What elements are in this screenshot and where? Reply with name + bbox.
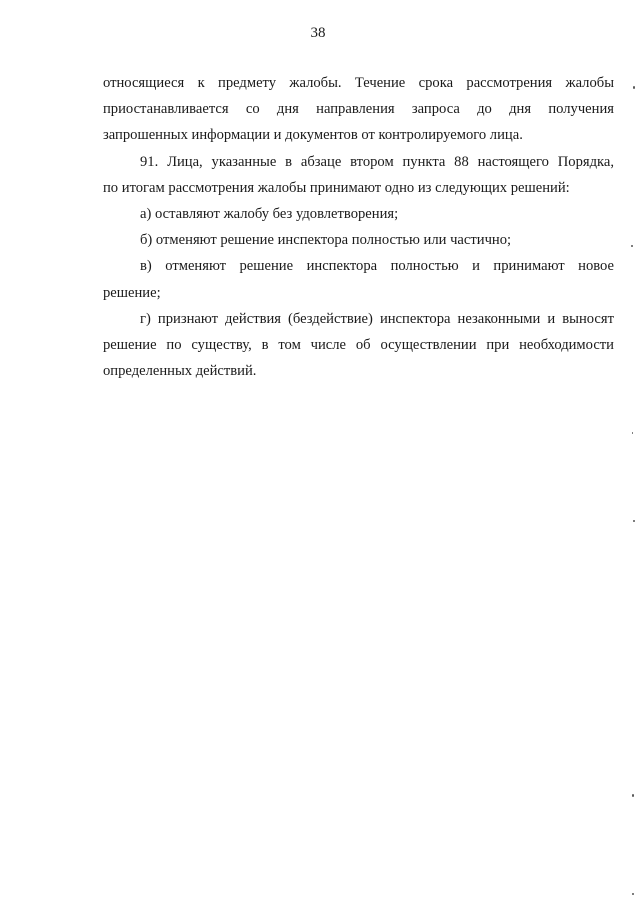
paragraph-option-a <box>103 201 614 227</box>
text-line: по итогам рассмотрения жалобы принимают одно из следующих решений: <box>103 179 570 196</box>
text-line: определенных действий. <box>103 363 257 380</box>
scan-speck <box>633 520 635 522</box>
text-line: относящиеся к предмету жалобы. Течение срока рассмотрения жалобы <box>103 75 614 91</box>
paragraph-item-91 <box>103 149 614 201</box>
text-line: запрошенных информации и документов от контролируемого лица. <box>103 127 523 144</box>
document-body <box>103 70 614 384</box>
text-line: приостанавливается со дня направления запроса до дня получения <box>103 101 614 118</box>
page-number: 38 <box>310 25 326 41</box>
paragraph-option-b <box>103 227 614 253</box>
text-line: в) отменяют решение инспектора полностью и принимают новое <box>140 258 614 275</box>
paragraph-option-v <box>103 253 614 305</box>
scan-speck <box>632 794 634 797</box>
text-line: а) оставляют жалобу без удовлетворения; <box>140 206 399 223</box>
scan-speck <box>632 893 634 895</box>
text-line: 91. Лица, указанные в абзаце втором пункта 88 настоящего Порядка, <box>140 153 614 170</box>
text-line: решение по существу, в том числе об осуществлении при необходимости <box>103 337 614 354</box>
text-line: г) признают действия (бездействие) инспектора незаконными и выносят <box>140 310 614 327</box>
scan-speck <box>631 245 633 247</box>
scan-speck <box>633 86 635 89</box>
text-line: б) отменяют решение инспектора полностью или частично; <box>140 232 512 249</box>
text-line: решение; <box>103 284 161 301</box>
paragraph-option-g <box>103 306 614 385</box>
paragraph-continuation <box>103 70 614 149</box>
scan-speck <box>632 432 633 434</box>
